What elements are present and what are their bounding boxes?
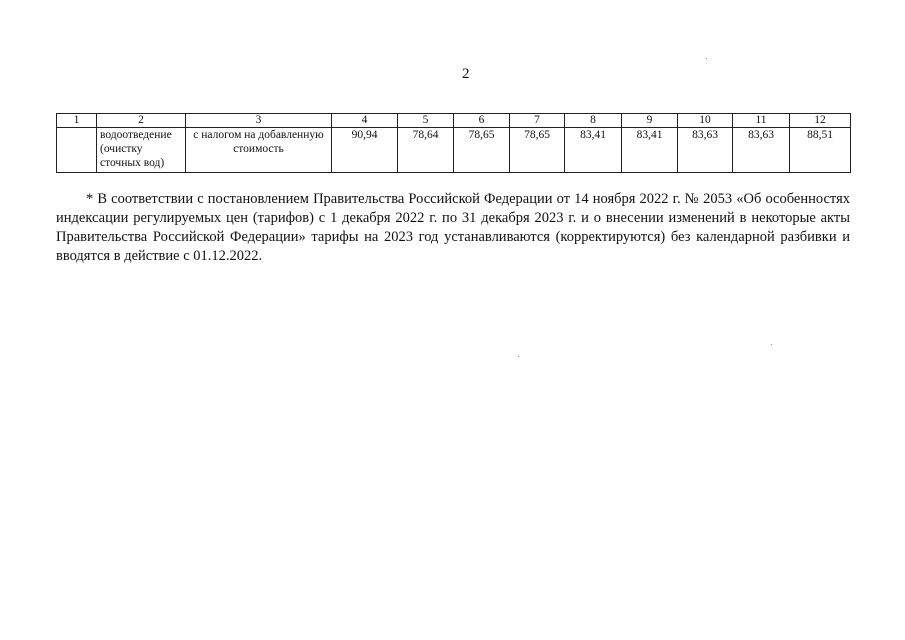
tariff-value-cell: 78,65 [510, 128, 565, 173]
column-number: 8 [565, 114, 622, 128]
column-number: 4 [332, 114, 398, 128]
row-index-cell [57, 128, 97, 173]
tariff-value-cell: 83,63 [678, 128, 733, 173]
tariff-value-cell: 83,63 [733, 128, 790, 173]
column-number: 11 [733, 114, 790, 128]
tariff-value-cell: 78,65 [454, 128, 510, 173]
tax-condition-cell: с налогом на добавленную стоимость [186, 128, 332, 173]
column-number: 9 [622, 114, 678, 128]
column-number: 10 [678, 114, 733, 128]
column-number: 3 [186, 114, 332, 128]
table-row [57, 128, 851, 173]
scan-speck [771, 344, 772, 345]
tariff-value-cell: 83,41 [565, 128, 622, 173]
table-header-row [57, 114, 851, 128]
scan-speck [706, 58, 707, 59]
scan-speck [518, 356, 519, 357]
column-number: 2 [97, 114, 186, 128]
column-number: 12 [790, 114, 851, 128]
service-name-cell: водоотведение (очистку сточных вод) [97, 128, 186, 173]
tariff-value-cell: 88,51 [790, 128, 851, 173]
footnote: * В соответствии с постановлением Правительства Российской Федерации от 14 ноября 2022 г. № 2053 «Об особенностях индексации регулируемых цен (тарифов) с 1 декабря 2022 г. по 31 декабря 2023 г. и о внесении изменений в некоторые акты Правительства Российской Федерации» тарифы на 2023 год устанавливаются (корректируются) без календарной разбивки и вводятся в действие с 01.12.2022. [56, 191, 850, 264]
page-number: 2 [462, 66, 470, 82]
column-number: 6 [454, 114, 510, 128]
tariff-value-cell: 83,41 [622, 128, 678, 173]
tariff-value-cell: 78,64 [398, 128, 454, 173]
column-number: 5 [398, 114, 454, 128]
column-number: 7 [510, 114, 565, 128]
tariff-value-cell: 90,94 [332, 128, 398, 173]
column-number: 1 [57, 114, 97, 128]
tariff-table [56, 113, 851, 173]
